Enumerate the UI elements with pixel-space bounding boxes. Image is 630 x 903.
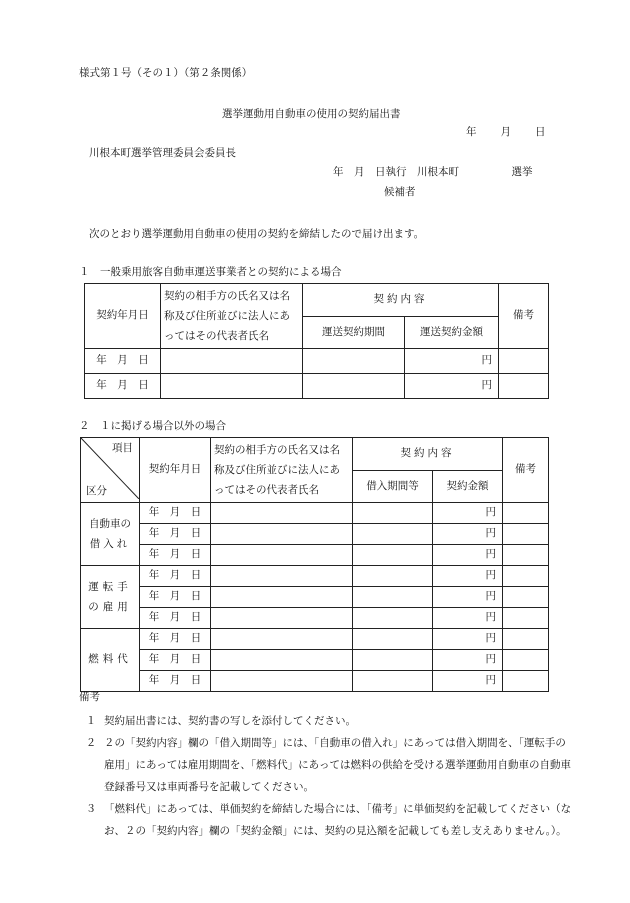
- counterparty-cell[interactable]: [161, 374, 303, 399]
- table-row: [85, 349, 549, 374]
- period-cell[interactable]: [353, 587, 433, 608]
- header-amount: 運送契約金額: [405, 316, 499, 349]
- note-text: 「燃料代」にあっては、単価契約を締結した場合には、「備考」に単価契約を記載してください（なお、２の「契約内容」欄の「契約金額」には、契約の見込額を記載しても差し支えありません。）。: [104, 803, 572, 837]
- section1-table: [84, 283, 549, 399]
- category-cell: [81, 566, 140, 629]
- date-cell: 年 月 日: [140, 650, 211, 671]
- header-contract-date: 契約年月日: [140, 438, 211, 503]
- diagonal-header-cell: [81, 438, 140, 503]
- header-counterparty: 契約の相手方の氏名又は名称及び住所並びに法人にあってはその代表者氏名: [211, 438, 353, 503]
- category-label: 借入れ: [89, 538, 131, 550]
- header-counterparty: 契約の相手方の氏名又は名称及び住所並びに法人にあってはその代表者氏名: [161, 284, 303, 349]
- category-label: 自動車の: [89, 518, 131, 530]
- category-label: の雇用: [88, 601, 132, 613]
- period-cell[interactable]: [303, 349, 405, 374]
- note-item: [78, 732, 572, 798]
- category-label: 燃料代: [88, 653, 132, 666]
- remarks-cell[interactable]: [503, 566, 549, 587]
- remarks-cell[interactable]: [499, 349, 549, 374]
- remarks-cell[interactable]: [503, 671, 549, 692]
- table-row: [81, 629, 549, 650]
- header-period: 借入期間等: [353, 470, 433, 503]
- table-row: [81, 608, 549, 629]
- date-cell: 年 月 日: [140, 671, 211, 692]
- amount-cell: 円: [433, 650, 503, 671]
- table-row: [85, 374, 549, 399]
- remarks-cell[interactable]: [503, 545, 549, 566]
- date-cell: 年 月 日: [140, 503, 211, 524]
- section2-heading: ２ １に掲げる場合以外の場合: [79, 420, 226, 432]
- amount-cell: 円: [433, 608, 503, 629]
- date-cell: 年 月 日: [140, 545, 211, 566]
- header-remarks: 備考: [503, 438, 549, 503]
- table-row: [81, 566, 549, 587]
- period-cell[interactable]: [353, 629, 433, 650]
- amount-cell: 円: [433, 587, 503, 608]
- remarks-cell[interactable]: [503, 650, 549, 671]
- counterparty-cell[interactable]: [211, 524, 353, 545]
- section2-table: [80, 437, 549, 692]
- period-cell[interactable]: [353, 650, 433, 671]
- note-number: ２: [85, 737, 97, 749]
- table-row: [81, 587, 549, 608]
- note-text: 契約届出書には、契約書の写しを添付してください。: [104, 715, 356, 727]
- header-item: 項目: [112, 442, 133, 454]
- amount-cell: 円: [433, 671, 503, 692]
- intro-text: 次のとおり選挙運動用自動車の使用の契約を締結したので届け出ます。: [89, 228, 425, 240]
- period-cell[interactable]: [303, 374, 405, 399]
- remarks-cell[interactable]: [503, 503, 549, 524]
- date-cell: 年 月 日: [140, 629, 211, 650]
- note-text: ２の「契約内容」欄の「借入期間等」には、「自動車の借入れ」にあっては借入期間を、「運転手の雇用」にあっては雇用期間を、「燃料代」にあっては燃料の供給を受ける選挙運動用自動車の自動車登録番号又は車両番号を記載してください。: [104, 737, 572, 793]
- remarks-cell[interactable]: [503, 524, 549, 545]
- table-row: [81, 671, 549, 692]
- amount-cell: 円: [433, 566, 503, 587]
- remarks-cell[interactable]: [503, 587, 549, 608]
- submission-date: 年 月 日: [466, 126, 547, 138]
- date-cell: 年 月 日: [85, 349, 161, 374]
- table-row: [81, 545, 549, 566]
- document-title: 選挙運動用自動車の使用の契約届出書: [222, 108, 401, 120]
- amount-cell: 円: [433, 524, 503, 545]
- date-cell: 年 月 日: [140, 524, 211, 545]
- counterparty-cell[interactable]: [211, 566, 353, 587]
- category-cell: [81, 629, 140, 692]
- election-line: 年 月 日執行 川根本町 選挙: [333, 166, 533, 178]
- period-cell[interactable]: [353, 524, 433, 545]
- amount-cell: 円: [405, 374, 499, 399]
- header-contract-details: 契約内容: [303, 284, 499, 317]
- header-category: 区分: [86, 484, 107, 497]
- addressee: 川根本町選挙管理委員会委員長: [89, 147, 236, 159]
- counterparty-cell[interactable]: [161, 349, 303, 374]
- amount-cell: 円: [405, 349, 499, 374]
- form-id: 様式第１号（その１）（第２条関係）: [79, 67, 253, 79]
- header-remarks: 備考: [499, 284, 549, 349]
- date-cell: 年 月 日: [140, 566, 211, 587]
- counterparty-cell[interactable]: [211, 545, 353, 566]
- header-contract-details: 契約内容: [353, 438, 503, 471]
- counterparty-cell[interactable]: [211, 650, 353, 671]
- table-row: [81, 503, 549, 524]
- period-cell[interactable]: [353, 503, 433, 524]
- period-cell[interactable]: [353, 671, 433, 692]
- counterparty-cell[interactable]: [211, 587, 353, 608]
- remarks-cell[interactable]: [503, 629, 549, 650]
- table-row: [81, 650, 549, 671]
- counterparty-cell[interactable]: [211, 629, 353, 650]
- category-label: 運転手: [88, 581, 132, 593]
- section1-heading: １ 一般乗用旅客自動車運送事業者との契約による場合: [79, 266, 342, 278]
- amount-cell: 円: [433, 503, 503, 524]
- counterparty-cell[interactable]: [211, 503, 353, 524]
- period-cell[interactable]: [353, 608, 433, 629]
- header-amount: 契約金額: [433, 470, 503, 503]
- note-item: [78, 798, 572, 842]
- period-cell[interactable]: [353, 566, 433, 587]
- counterparty-cell[interactable]: [211, 608, 353, 629]
- date-cell: 年 月 日: [140, 587, 211, 608]
- date-cell: 年 月 日: [140, 608, 211, 629]
- candidate-label: 候補者: [384, 186, 416, 198]
- date-cell: 年 月 日: [85, 374, 161, 399]
- header-contract-date: 契約年月日: [85, 284, 161, 349]
- amount-cell: 円: [433, 545, 503, 566]
- note-number: ３: [85, 803, 97, 815]
- header-period: 運送契約期間: [303, 316, 405, 349]
- note-number: １: [85, 715, 97, 727]
- notes-heading: 備考: [79, 691, 100, 703]
- remarks-cell[interactable]: [503, 608, 549, 629]
- category-cell: [81, 503, 140, 566]
- period-cell[interactable]: [353, 545, 433, 566]
- remarks-cell[interactable]: [499, 374, 549, 399]
- amount-cell: 円: [433, 629, 503, 650]
- note-item: [78, 710, 560, 732]
- table-row: [81, 524, 549, 545]
- counterparty-cell[interactable]: [211, 671, 353, 692]
